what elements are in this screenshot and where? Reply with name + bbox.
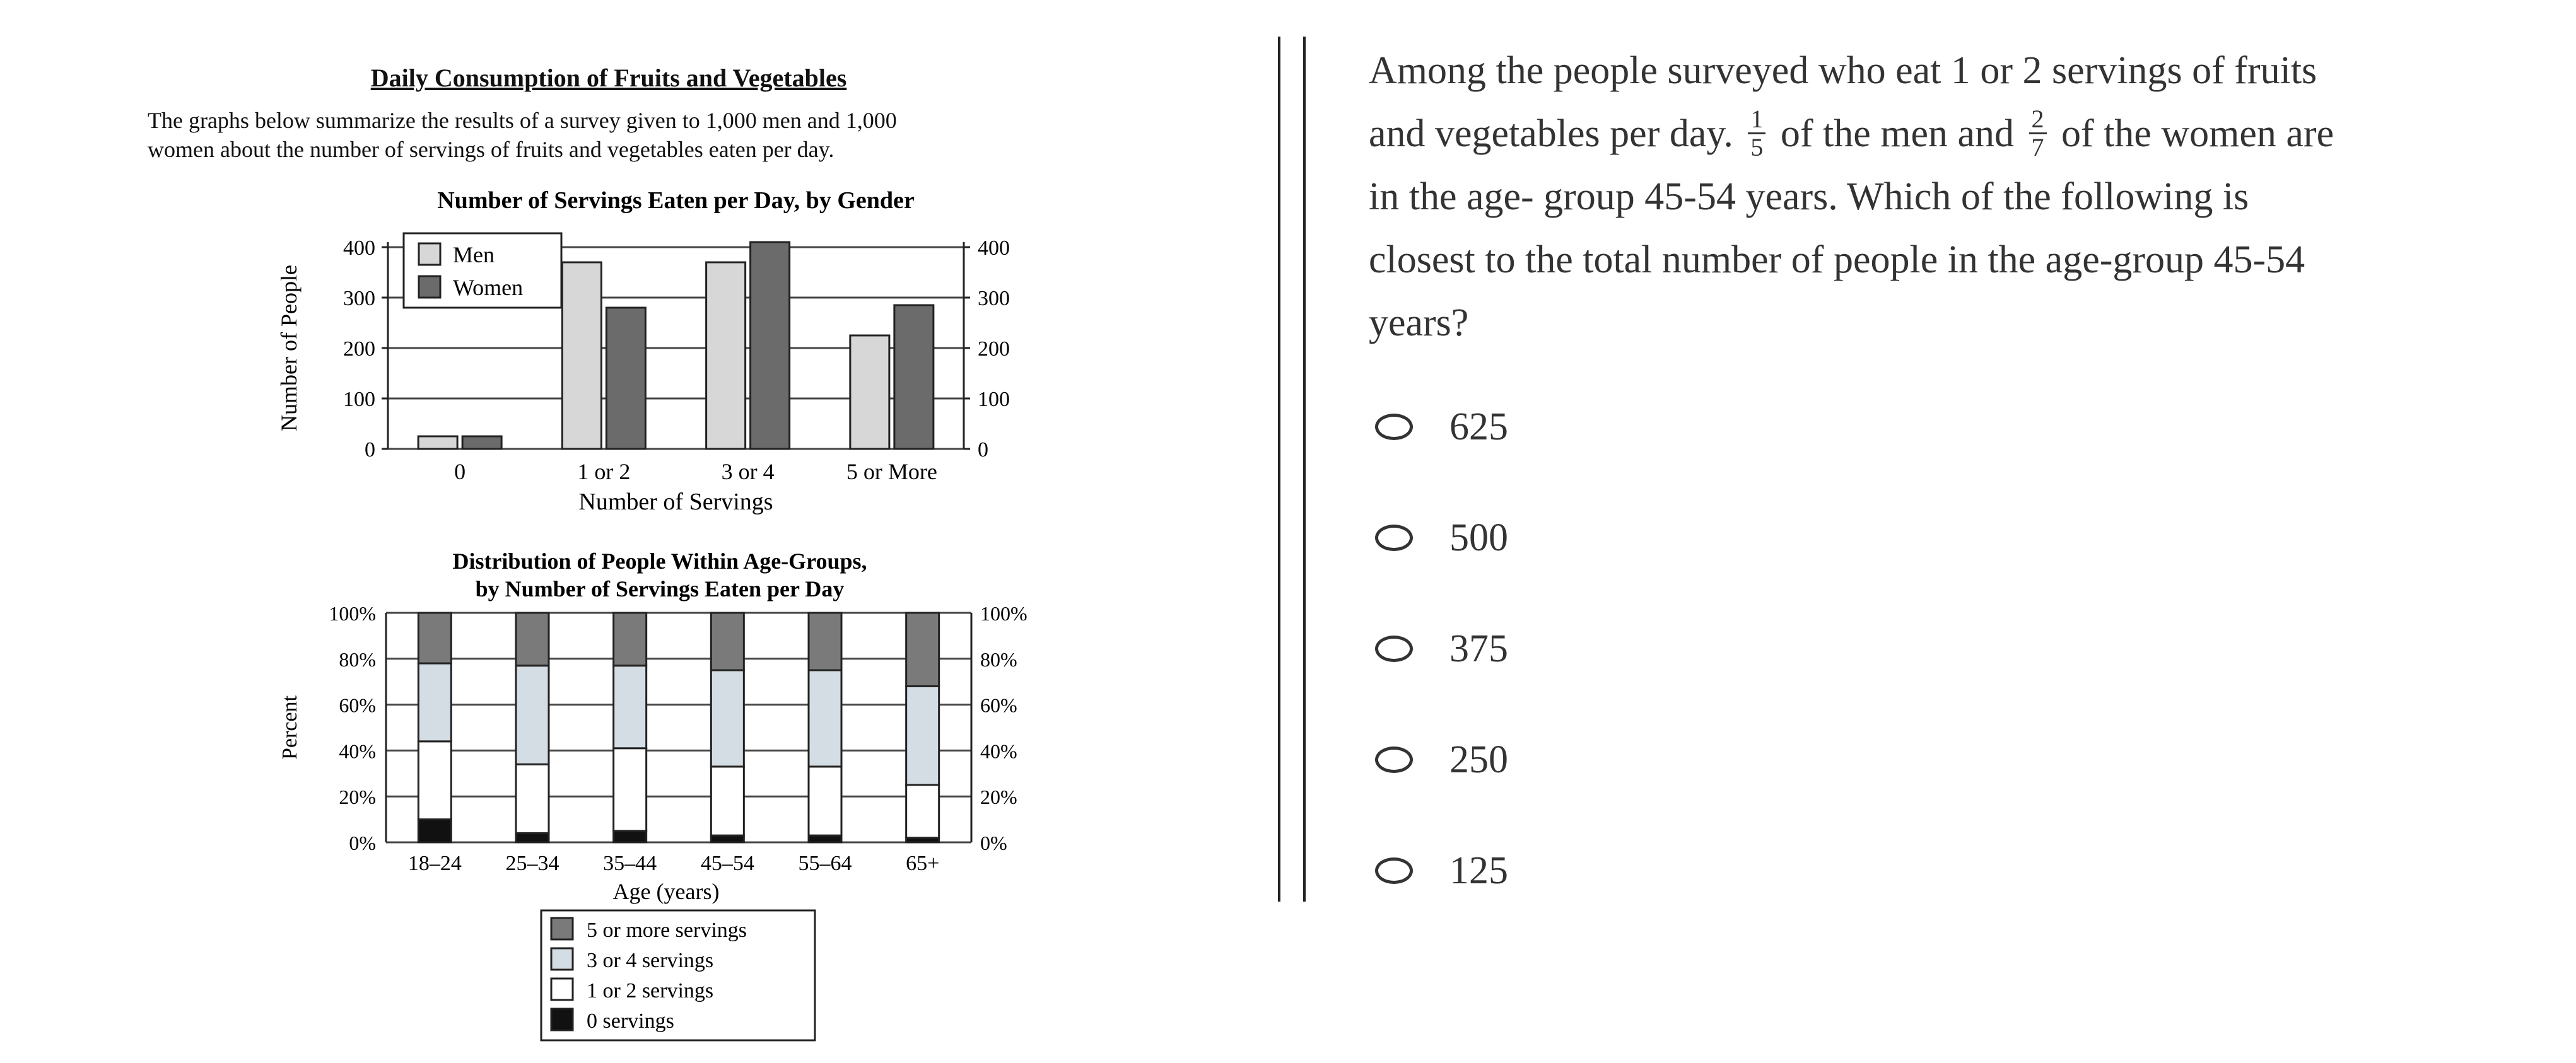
chart1-bar-men bbox=[418, 436, 457, 449]
chart2-legend-swatch bbox=[551, 918, 573, 939]
chart2-bar-segment bbox=[418, 820, 451, 842]
question-line1: Among the people surveyed who eat 1 or 2 servings of fruits bbox=[1369, 49, 2317, 92]
chart1-legend-swatch bbox=[419, 276, 440, 298]
chart2-x-tick-label: 18–24 bbox=[407, 852, 462, 875]
chart1-x-tick-label: 3 or 4 bbox=[721, 459, 775, 484]
question-line2 bbox=[1369, 102, 2504, 165]
question-line2-c: of the women are bbox=[2061, 112, 2334, 155]
chart2-bar-segment bbox=[614, 748, 647, 831]
fraction-one-fifth bbox=[1748, 106, 1765, 161]
chart2-bar-segment bbox=[418, 613, 451, 663]
chart2-legend-swatch bbox=[551, 948, 573, 970]
chart2-y-tick-label-right: 20% bbox=[980, 786, 1017, 809]
answer-option-5[interactable] bbox=[1369, 842, 1747, 899]
radio-button[interactable] bbox=[1375, 746, 1413, 773]
chart2-y-tick-label: 0% bbox=[349, 832, 376, 854]
chart1-bar-men bbox=[562, 262, 601, 449]
answer-option-label: 250 bbox=[1449, 738, 1508, 781]
stimulus-intro-line2: women about the number of servings of fruits and vegetables eaten per day. bbox=[148, 137, 834, 162]
chart2-x-tick-label: 45–54 bbox=[700, 852, 754, 875]
fraction-numerator: 1 bbox=[1748, 106, 1765, 134]
chart1-bar-women bbox=[606, 308, 645, 449]
answer-option-label: 375 bbox=[1449, 627, 1508, 670]
radio-button[interactable] bbox=[1375, 857, 1413, 884]
chart2-bar-segment bbox=[711, 767, 744, 835]
chart2-bar-segment bbox=[614, 831, 647, 842]
chart2-legend-swatch bbox=[551, 979, 573, 1000]
chart1-title: Number of Servings Eaten per Day, by Gender bbox=[437, 187, 915, 214]
chart2-bar-segment bbox=[418, 663, 451, 741]
charts-figure bbox=[0, 0, 1274, 1063]
stimulus-intro-line1: The graphs below summarize the results of a survey given to 1,000 men and 1,000 bbox=[148, 108, 897, 133]
question-line5: years? bbox=[1369, 301, 1469, 344]
chart2-bar-segment bbox=[516, 764, 549, 833]
chart2-y-tick-label: 60% bbox=[339, 694, 376, 717]
radio-button[interactable] bbox=[1375, 636, 1413, 662]
answer-option-label: 625 bbox=[1449, 405, 1508, 448]
answer-option-2[interactable] bbox=[1369, 509, 1747, 566]
chart2-bar-segment bbox=[809, 767, 841, 835]
pane-divider-right bbox=[1303, 37, 1306, 902]
chart2-bar-segment bbox=[906, 686, 939, 785]
chart2-legend-swatch bbox=[551, 1009, 573, 1030]
question-pane bbox=[1369, 39, 2504, 892]
chart1-y-tick-label: 300 bbox=[343, 287, 375, 310]
answer-option-label: 500 bbox=[1449, 516, 1508, 559]
chart2-bar-segment bbox=[418, 741, 451, 820]
chart2-bar-segment bbox=[906, 785, 939, 838]
stimulus-title: Daily Consumption of Fruits and Vegetables bbox=[370, 64, 847, 92]
question-line2-a: and vegetables per day. bbox=[1369, 112, 1733, 155]
fraction-two-sevenths bbox=[2029, 106, 2047, 161]
chart1-bar-women bbox=[462, 436, 501, 449]
chart2-y-tick-label-right: 0% bbox=[980, 832, 1007, 854]
chart2-title-line2: by Number of Servings Eaten per Day bbox=[475, 576, 845, 601]
chart2-x-tick-label: 65+ bbox=[906, 852, 940, 875]
chart1-legend-swatch bbox=[419, 243, 440, 265]
chart2-bar-segment bbox=[516, 613, 549, 666]
chart1-y-tick-label-right: 0 bbox=[978, 438, 988, 462]
question-line4: closest to the total number of people in the age-group 45-54 bbox=[1369, 238, 2305, 281]
chart1-bar-men bbox=[850, 335, 889, 449]
chart2-y-tick-label-right: 80% bbox=[980, 648, 1017, 671]
chart1-x-axis-label: Number of Servings bbox=[578, 489, 773, 515]
chart2-y-axis-label: Percent bbox=[278, 695, 302, 760]
chart2-bar-segment bbox=[809, 613, 841, 670]
chart1-x-tick-label: 0 bbox=[454, 459, 466, 484]
chart1-y-tick-label: 100 bbox=[343, 388, 375, 411]
chart2-y-tick-label: 80% bbox=[339, 648, 376, 671]
chart2-legend-label: 5 or more servings bbox=[587, 919, 747, 942]
chart1-legend-label: Men bbox=[453, 242, 495, 267]
chart2-x-tick-label: 25–34 bbox=[505, 852, 559, 875]
answer-option-1[interactable] bbox=[1369, 398, 1747, 455]
question-line3: in the age- group 45-54 years. Which of the following is bbox=[1369, 175, 2249, 218]
chart1-bar-women bbox=[894, 305, 934, 449]
chart2-x-tick-label: 35–44 bbox=[603, 852, 657, 875]
chart1-y-tick-label-right: 300 bbox=[978, 287, 1010, 310]
chart2-bar-segment bbox=[516, 833, 549, 842]
chart1-y-tick-label-right: 400 bbox=[978, 236, 1010, 260]
chart2-bar-segment bbox=[906, 613, 939, 686]
chart1-y-tick-label: 400 bbox=[343, 236, 375, 260]
chart2-x-tick-label: 55–64 bbox=[798, 852, 852, 875]
chart2-bar-segment bbox=[614, 613, 647, 666]
chart2-bar-segment bbox=[711, 613, 744, 670]
chart1-x-tick-label: 1 or 2 bbox=[577, 459, 631, 484]
chart2-title-line1: Distribution of People Within Age-Groups, bbox=[452, 549, 867, 574]
chart2-bar-segment bbox=[516, 666, 549, 765]
chart2-y-tick-label: 40% bbox=[339, 740, 376, 763]
fraction-numerator: 2 bbox=[2029, 106, 2047, 134]
chart1-y-tick-label-right: 100 bbox=[978, 388, 1010, 411]
question-text bbox=[1369, 39, 2504, 354]
chart2-bar-segment bbox=[809, 835, 841, 842]
chart1-y-tick-label-right: 200 bbox=[978, 337, 1010, 361]
chart1-y-tick-label: 200 bbox=[343, 337, 375, 361]
chart1-bar-women bbox=[751, 242, 790, 449]
fraction-denominator: 7 bbox=[2031, 133, 2044, 162]
chart2-legend-label: 3 or 4 servings bbox=[587, 949, 714, 972]
answer-option-label: 125 bbox=[1449, 849, 1508, 892]
radio-button[interactable] bbox=[1375, 525, 1413, 551]
chart2-y-tick-label: 20% bbox=[339, 786, 376, 809]
chart2-y-tick-label: 100% bbox=[329, 602, 376, 625]
chart1-bar-men bbox=[706, 262, 746, 449]
question-line2-b: of the men and bbox=[1780, 112, 2014, 155]
chart2-legend-label: 0 servings bbox=[587, 1009, 674, 1033]
answer-option-4[interactable] bbox=[1369, 731, 1747, 788]
chart1-y-axis-label: Number of People bbox=[276, 265, 302, 431]
chart2-bar-segment bbox=[711, 670, 744, 767]
chart2-legend-label: 1 or 2 servings bbox=[587, 979, 714, 1002]
chart2-bar-segment bbox=[711, 835, 744, 842]
answer-option-3[interactable] bbox=[1369, 620, 1747, 677]
fraction-denominator: 5 bbox=[1750, 133, 1764, 162]
pane-divider-left bbox=[1278, 37, 1280, 902]
stimulus-pane bbox=[0, 0, 1274, 1063]
chart2-y-tick-label-right: 40% bbox=[980, 740, 1017, 763]
chart2-bar-segment bbox=[809, 670, 841, 767]
chart1-legend-label: Women bbox=[453, 275, 524, 300]
chart2-x-axis-label: Age (years) bbox=[612, 879, 720, 904]
chart2-y-tick-label-right: 100% bbox=[980, 602, 1027, 625]
chart2-bar-segment bbox=[614, 666, 647, 748]
chart1-y-tick-label: 0 bbox=[365, 438, 375, 462]
radio-button[interactable] bbox=[1375, 414, 1413, 440]
chart2-y-tick-label-right: 60% bbox=[980, 694, 1017, 717]
chart1-x-tick-label: 5 or More bbox=[846, 459, 937, 484]
